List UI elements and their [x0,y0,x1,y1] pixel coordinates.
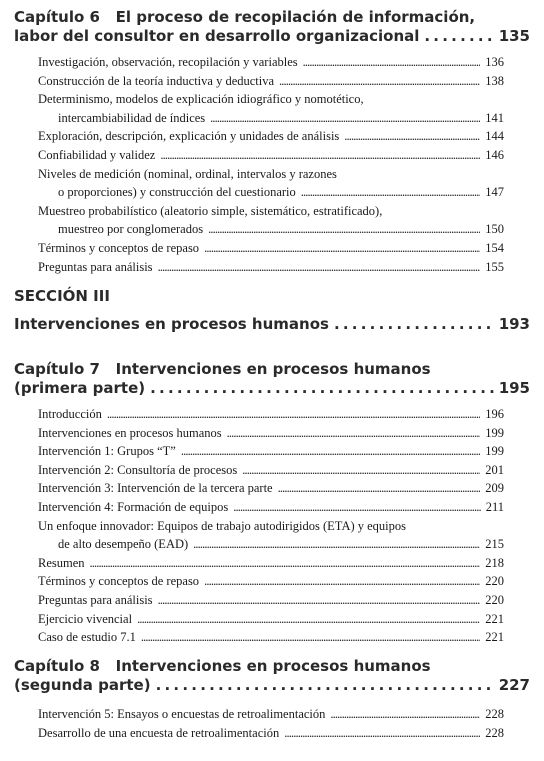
toc-entry-line [38,146,504,165]
leader-dots [156,676,494,695]
toc-entry [38,724,504,743]
toc-entry-line [38,461,504,480]
toc-entry-page: 144 [485,129,504,144]
chapter-8-title-line1: Capítulo 8 Intervenciones en procesos humanos [14,657,431,675]
toc-entry-line [38,239,504,258]
toc-entry-title: Intervenciones en procesos humanos [38,425,222,440]
toc-entry [38,424,504,443]
chapter-8-title: (segunda parte) [14,676,151,694]
toc-entry-page: 146 [485,147,504,162]
toc-entry-line [38,258,504,277]
toc-entry-line [38,498,504,517]
toc-entry-line [38,109,504,128]
chapter-7-title-line1: Capítulo 7 Intervenciones en procesos humanos [14,360,431,378]
toc-entry-title-line1: Niveles de medición (nominal, ordinal, intervalos y razones [38,166,337,181]
toc-entry-title: de alto desempeño (EAD) [58,537,189,552]
toc-entry-page: 138 [485,73,504,88]
toc-entry [38,610,504,629]
chapter-7-title: (primera parte) [14,379,146,397]
toc-entry-line [38,535,504,554]
toc-entry-line [38,424,504,443]
toc-entry-line [38,53,504,72]
toc-entry-title: Confiabilidad y validez [38,147,156,162]
leader-dots [150,379,494,398]
toc-entry-line [38,724,504,743]
toc-entry-page: 221 [485,630,504,645]
toc-entry [38,90,504,127]
leader-dots [158,591,481,610]
toc-entry-page: 221 [485,611,504,626]
toc-entry-line [38,72,504,91]
chapter-8-entries [38,705,504,742]
toc-entry-title: Ejercicio vivencial [38,611,133,626]
toc-entry-page: 220 [485,574,504,589]
toc-entry [38,405,504,424]
section-3-title: Intervenciones en procesos humanos [14,315,329,333]
chapter-7-entries [38,405,504,647]
toc-entry-line [38,628,504,647]
toc-entry [38,554,504,573]
toc-entry [38,498,504,517]
toc-entry-line [38,705,504,724]
leader-dots [160,146,480,165]
toc-entry-title: Investigación, observación, recopilación y variables [38,55,298,69]
toc-entry-page: 211 [485,499,504,514]
toc-entry-page: 199 [485,444,504,459]
leader-dots [284,724,480,743]
leader-dots [227,424,481,443]
toc-entry [38,591,504,610]
chapter-8-title-line2 [14,676,530,695]
toc-entry-title: Intervención 5: Ensayos o encuestas de retroalimentación [38,707,326,721]
toc-entry [38,479,504,498]
toc-entry-title-line1: Un enfoque innovador: Equipos de trabajo autodirigidos (ETA) y equipos [38,518,407,533]
toc-entry-title: intercambiabilidad de índices [58,110,206,125]
leader-dots [301,183,480,202]
leader-dots [210,109,480,128]
toc-entry [38,146,504,165]
section-3-heading [14,315,530,334]
chapter-6-title: labor del consultor en desarrollo organizacional [14,27,420,45]
leader-dots [204,239,480,258]
chapter-7-page: 195 [498,379,530,397]
toc-entry-line [38,405,504,424]
toc-entry-line [38,442,504,461]
toc-entry-line [38,610,504,629]
leader-dots [233,498,480,517]
leader-dots [137,610,480,629]
toc-entry-title: Construcción de la teoría inductiva y deductiva [38,73,275,88]
toc-entry-title-line1: Determinismo, modelos de explicación idiográfico y nomotético, [38,92,364,107]
toc-entry-title: muestreo por conglomerados [58,222,204,237]
leader-dots [90,554,481,573]
toc-entry [38,572,504,591]
toc-entry-title-line1: Muestreo probabilístico (aleatorio simple, sistemático, estratificado), [38,203,383,218]
toc-entry-page: 154 [485,240,504,255]
leader-dots [334,315,494,334]
toc-entry-page: 228 [485,707,504,721]
toc-entry [38,628,504,647]
chapter-6-title-line1: Capítulo 6 El proceso de recopilación de información, [14,8,476,26]
leader-dots [344,127,480,146]
toc-entry [38,72,504,91]
chapter-7-title-line2 [14,379,530,398]
toc-entry [38,53,504,72]
toc-entry [38,165,504,202]
toc-entry [38,127,504,146]
leader-dots [141,628,480,647]
toc-entry-page: 155 [485,259,504,274]
leader-dots [303,53,481,72]
toc-entry-page: 215 [485,537,504,552]
toc-entry-line [38,183,504,202]
toc-entry-title: Preguntas para análisis [38,592,153,607]
toc-entry-title: Introducción [38,407,102,421]
leader-dots [242,461,480,480]
toc-entry [38,442,504,461]
leader-dots [193,535,480,554]
toc-entry-page: 209 [485,481,504,496]
toc-entry-title: Intervención 4: Formación de equipos [38,499,229,514]
section-3-line [14,315,530,334]
leader-dots [204,572,480,591]
toc-entry-title: Términos y conceptos de repaso [38,240,200,255]
toc-entry [38,461,504,480]
toc-entry-page: 228 [485,725,504,740]
leader-dots [208,220,480,239]
toc-entry-page: 201 [485,462,504,477]
chapter-8-page: 227 [498,676,530,694]
toc-entry-title: Desarrollo de una encuesta de retroalimentación [38,725,280,740]
toc-entry-page: 147 [485,185,504,200]
toc-entry-line [38,479,504,498]
toc-entry-page: 199 [485,425,504,440]
chapter-8-heading [14,657,530,695]
toc-entry-line [38,220,504,239]
toc-entry-line [38,572,504,591]
toc-entry-line [38,554,504,573]
toc-entry-line [38,127,504,146]
chapter-6-entries [38,53,504,276]
toc-entry-title: Términos y conceptos de repaso [38,574,200,589]
toc-entry-title: Intervención 1: Grupos “T” [38,444,176,459]
leader-dots [279,72,480,91]
leader-dots [181,442,480,461]
leader-dots [158,258,481,277]
toc-entry [38,517,504,554]
toc-entry-title: Caso de estudio 7.1 [38,630,136,645]
toc-entry-page: 150 [485,222,504,237]
toc-entry-title: Resumen [38,555,85,570]
leader-dots [278,479,481,498]
toc-entry-page: 218 [485,555,504,570]
toc-entry [38,202,504,239]
section-3-page: 193 [498,315,530,333]
toc-entry [38,239,504,258]
toc-entry-page: 220 [485,592,504,607]
toc-entry-line [38,591,504,610]
leader-dots [424,27,493,46]
toc-entry-page: 141 [485,110,504,125]
section-label: SECCIÓN III [14,287,110,305]
toc-entry [38,258,504,277]
toc-entry-page: 196 [485,407,504,421]
toc-entry-page: 136 [485,55,504,69]
chapter-6-page: 135 [498,27,530,45]
toc-entry [38,705,504,724]
chapter-6-heading [14,8,530,46]
toc-entry-title: Intervención 3: Intervención de la tercera parte [38,481,273,496]
chapter-7-heading [14,360,530,398]
chapter-6-title-line2 [14,27,530,46]
toc-entry-title: Intervención 2: Consultoría de procesos [38,462,238,477]
leader-dots [107,405,480,424]
toc-entry-title: Preguntas para análisis [38,259,153,274]
toc-entry-title: o proporciones) y construcción del cuestionario [58,185,296,200]
toc-entry-title: Exploración, descripción, explicación y unidades de análisis [38,129,340,144]
leader-dots [330,705,480,724]
